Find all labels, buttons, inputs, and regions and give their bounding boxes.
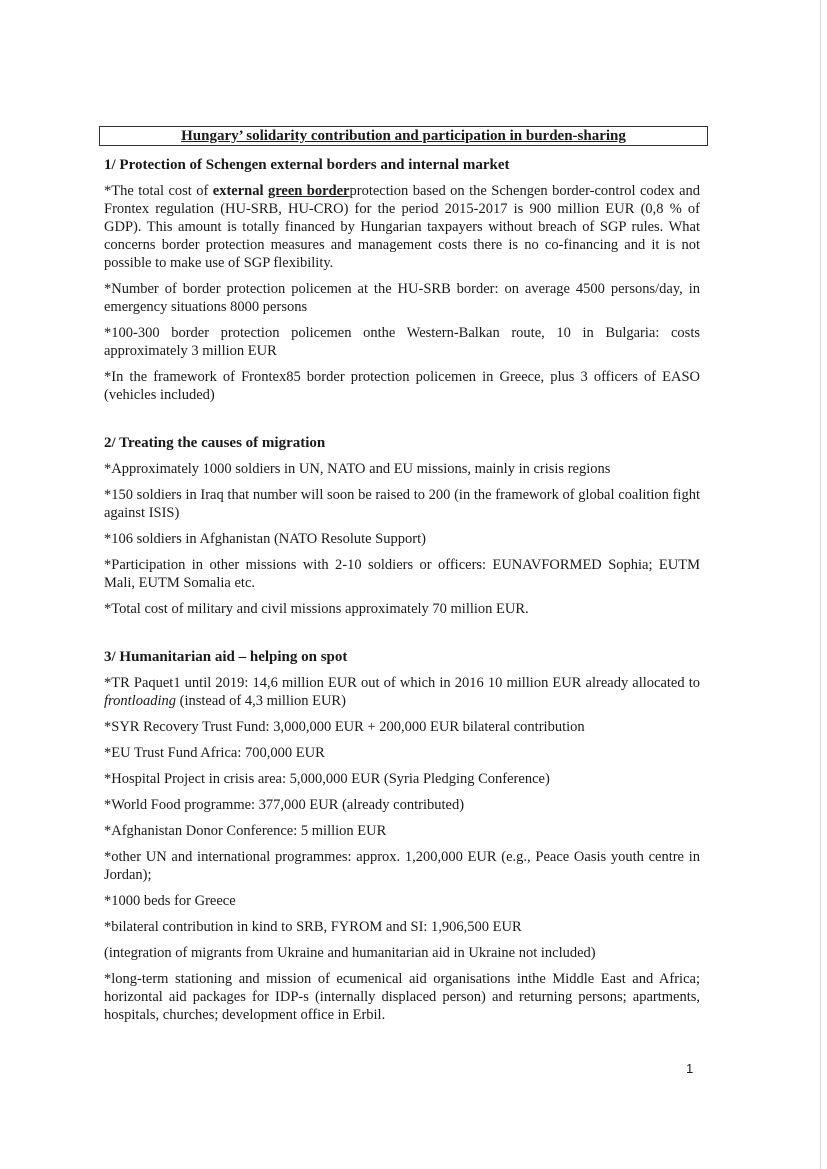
paragraph-policemen-number: *Number of border protection policemen at the HU-SRB border: on average 4500 persons/day, in emergency situations 8000 persons bbox=[104, 281, 700, 315]
section-spacer bbox=[104, 626, 700, 648]
paragraph-frontex: *In the framework of Frontex85 border protection policemen in Greece, plus 3 officers of EASO (vehicles included) bbox=[104, 369, 700, 403]
list-item: *SYR Recovery Trust Fund: 3,000,000 EUR + 200,000 EUR bilateral contribution bbox=[104, 719, 585, 735]
text-fragment: (instead of 4,3 million EUR) bbox=[175, 693, 346, 709]
paragraph-border-cost bbox=[104, 182, 700, 272]
list-item: *106 soldiers in Afghanistan (NATO Resolute Support) bbox=[104, 531, 426, 547]
text-fragment: *TR Paquet1 until 2019: 14,6 million EUR out of which in 2016 10 million EUR already allocated to bbox=[104, 675, 700, 691]
text-fragment: protection based on the Schengen border-control codex and Frontex regulation (HU-SRB, HU-CRO) for the period 2015-2017 is 900 million EUR (0,8 % of GDP). This amount is totally financed by Hungarian taxpayers without breach of SGP rules. What concerns border protection measures and management costs there is no co-financing and it is not possible to make use of SGP flexibility. bbox=[104, 183, 701, 271]
section-heading-humanitarian: 3/ Humanitarian aid – helping on spot bbox=[104, 649, 348, 665]
section-heading-causes: 2/ Treating the causes of migration bbox=[104, 435, 326, 451]
page-number: 1 bbox=[686, 1061, 694, 1076]
list-item: *EU Trust Fund Africa: 700,000 EUR bbox=[104, 745, 325, 761]
document-body bbox=[104, 156, 700, 1032]
title-box bbox=[99, 126, 708, 146]
page-edge-shadow bbox=[820, 0, 821, 1169]
list-item: *Total cost of military and civil missions approximately 70 million EUR. bbox=[104, 601, 529, 617]
text-italic: frontloading bbox=[104, 693, 176, 709]
list-item: *150 soldiers in Iraq that number will soon be raised to 200 (in the framework of global coalition fight against ISIS) bbox=[104, 487, 700, 521]
section-spacer bbox=[104, 412, 700, 434]
text-bold-underlined: green border bbox=[267, 183, 350, 199]
paragraph-tr-paquet bbox=[104, 674, 700, 710]
list-item: *Afghanistan Donor Conference: 5 million EUR bbox=[104, 823, 387, 839]
list-item: *1000 beds for Greece bbox=[104, 893, 236, 909]
list-item: *other UN and international programmes: approx. 1,200,000 EUR (e.g., Peace Oasis youth centre in Jordan); bbox=[104, 849, 700, 883]
document-title: Hungary’ solidarity contribution and participation in burden-sharing bbox=[181, 128, 626, 144]
paragraph-balkan-route: *100-300 border protection policemen onthe Western-Balkan route, 10 in Bulgaria: costs approximately 3 million EUR bbox=[104, 325, 700, 359]
list-item: *Participation in other missions with 2-10 soldiers or officers: EUNAVFORMED Sophia; EUTM Mali, EUTM Somalia etc. bbox=[104, 557, 700, 591]
list-item: *World Food programme: 377,000 EUR (already contributed) bbox=[104, 797, 465, 813]
list-item: *Hospital Project in crisis area: 5,000,000 EUR (Syria Pledging Conference) bbox=[104, 771, 550, 787]
section-heading-borders: 1/ Protection of Schengen external borders and internal market bbox=[104, 157, 510, 173]
list-item: *Approximately 1000 soldiers in UN, NATO and EU missions, mainly in crisis regions bbox=[104, 461, 611, 477]
text-fragment: *The total cost of bbox=[104, 183, 213, 199]
list-item: (integration of migrants from Ukraine and humanitarian aid in Ukraine not included) bbox=[104, 945, 596, 961]
list-item: *long-term stationing and mission of ecumenical aid organisations inthe Middle East and Africa; horizontal aid packages for IDP-s (internally displaced person) and returning persons; apartments, hospitals, churches; development office in Erbil. bbox=[104, 971, 700, 1023]
list-item: *bilateral contribution in kind to SRB, FYROM and SI: 1,906,500 EUR bbox=[104, 919, 522, 935]
text-bold: external bbox=[212, 183, 268, 199]
